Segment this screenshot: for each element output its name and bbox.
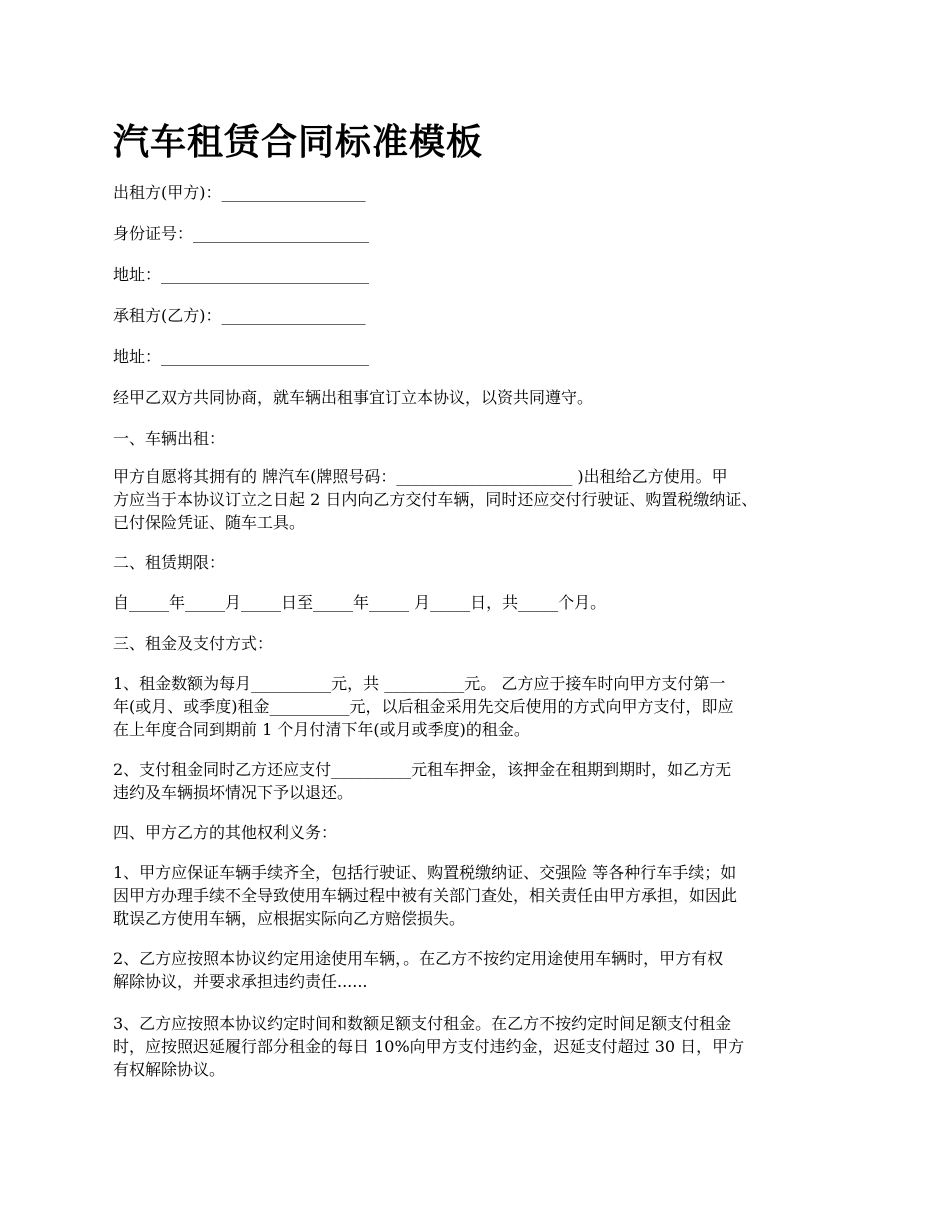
section-3-line: 1、租金数额为每月__________元，共 __________元。 乙方应于接车时向甲方支付第一 — [113, 674, 726, 693]
section-2-heading: 二、租赁期限： — [113, 553, 226, 572]
section-4-line: 解除协议，并要求承担违约责任...... — [113, 972, 368, 991]
document-title: 汽车租赁合同标准模板 — [113, 122, 484, 163]
section-4-line: 耽误乙方使用车辆，应根据实际向乙方赔偿损失。 — [113, 909, 466, 928]
section-4-line: 时，应按照迟延履行部分租金的每日 10%向甲方支付违约金，迟延支付超过 30 日，甲方 — [113, 1037, 745, 1056]
section-4-line: 有权解除协议。 — [113, 1060, 226, 1079]
intro-paragraph: 经甲乙双方共同协商，就车辆出租事宜订立本协议，以资共同遵守。 — [113, 388, 594, 407]
section-3-line: 违约及车辆损坏情况下予以退还。 — [113, 783, 354, 802]
section-3-line: 年(或月、或季度)租金__________元，以后租金采用先交后使用的方式向甲方支付，即应 — [113, 697, 734, 716]
lessor-address-field: 地址：__________________________ — [113, 265, 370, 284]
section-3-line: 在上年度合同到期前 1 个月付清下年(或月或季度)的租金。 — [113, 720, 530, 739]
section-4-line: 2、乙方应按照本协议约定用途使用车辆，。在乙方不按约定用途使用车辆时，甲方有权 — [113, 949, 724, 968]
section-1-line: 已付保险凭证、随车工具。 — [113, 513, 306, 532]
lease-period-line: 自_____年_____月_____日至_____年_____ 月_____日，共_____个月。 — [113, 593, 607, 612]
section-3-line: 2、支付租金同时乙方还应支付__________元租车押金，该押金在租期到期时，如乙方无 — [113, 760, 732, 779]
section-3-heading: 三、租金及支付方式： — [113, 634, 274, 653]
section-4-line: 因甲方办理手续不全导致使用车辆过程中被有关部门查处，相关责任由甲方承担，如因此 — [113, 886, 738, 905]
section-4-heading: 四、甲方乙方的其他权利义务： — [113, 823, 338, 842]
lessee-address-field: 地址：__________________________ — [113, 347, 370, 366]
section-1-line: 方应当于本协议订立之日起 2 日内向乙方交付车辆，同时还应交付行驶证、购置税缴纳证、 — [113, 490, 758, 509]
lessor-id-field: 身份证号：______________________ — [113, 224, 370, 243]
section-1-line: 甲方自愿将其拥有的 牌汽车(牌照号码：______________________ )出租给乙方使用。甲 — [113, 467, 728, 486]
lessor-field: 出租方(甲方)：__________________ — [113, 183, 366, 202]
section-1-heading: 一、车辆出租： — [113, 429, 226, 448]
section-4-line: 3、乙方应按照本协议约定时间和数额足额支付租金。在乙方不按约定时间足额支付租金 — [113, 1014, 732, 1033]
lessee-field: 承租方(乙方)：__________________ — [113, 306, 366, 325]
section-4-line: 1、甲方应保证车辆手续齐全，包括行驶证、购置税缴纳证、交强险 等各种行车手续；如 — [113, 863, 737, 882]
